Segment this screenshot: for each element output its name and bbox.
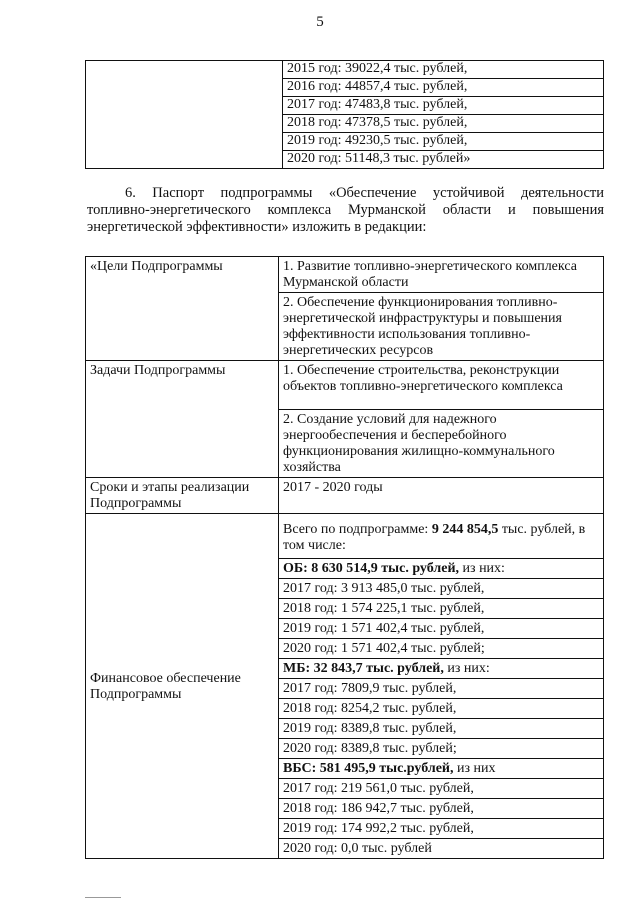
goal-2: 2. Обеспечение функционирования топливно-энергетической инфраструктуры и повышения эффективности использования топливно-энергетических ресурсов [279, 293, 604, 361]
finance-total [279, 514, 604, 559]
footer-divider [85, 897, 121, 898]
table-cell: 2020 год: 8389,8 тыс. рублей; [279, 739, 604, 759]
table-row [86, 257, 604, 293]
goals-label: «Цели Подпрограммы [86, 257, 279, 361]
ob-header-bold: ОБ: 8 630 514,9 тыс. рублей, [283, 561, 460, 576]
table-cell: 2017 год: 219 561,0 тыс. рублей, [279, 779, 604, 799]
tasks-label: Задачи Подпрограммы [86, 361, 279, 478]
table-row [86, 478, 604, 514]
table-cell: 2017 год: 3 913 485,0 тыс. рублей, [279, 579, 604, 599]
table-cell: 2016 год: 44857,4 тыс. рублей, [283, 79, 604, 97]
goal-1: 1. Развитие топливно-энергетического комплекса Мурманской области [279, 257, 604, 293]
total-suffix: тыс. рублей, в том числе: [283, 522, 586, 553]
mb-header [279, 659, 604, 679]
mb-header-tail: из них: [443, 661, 490, 676]
table-cell: 2017 год: 47483,8 тыс. рублей, [283, 97, 604, 115]
terms-label: Сроки и этапы реализации Подпрограммы [86, 478, 279, 514]
table-cell: 2019 год: 49230,5 тыс. рублей, [283, 133, 604, 151]
terms-value: 2017 - 2020 годы [279, 478, 604, 514]
table-cell: 2017 год: 7809,9 тыс. рублей, [279, 679, 604, 699]
ob-header [279, 559, 604, 579]
subprogram-passport-table [85, 256, 604, 859]
table-cell: 2015 год: 39022,4 тыс. рублей, [283, 61, 604, 79]
funding-table-continued [85, 60, 604, 169]
empty-label-cell [86, 61, 283, 169]
table-cell: 2018 год: 8254,2 тыс. рублей, [279, 699, 604, 719]
total-prefix: Всего по подпрограмме: [283, 522, 432, 537]
vbs-header-bold: ВБС: 581 495,9 тыс.рублей, [283, 761, 454, 776]
amendment-paragraph [87, 185, 604, 236]
vbs-header [279, 759, 604, 779]
finance-label: Финансовое обеспечение Подпрограммы [86, 514, 279, 859]
table-cell: 2019 год: 1 571 402,4 тыс. рублей, [279, 619, 604, 639]
table-cell: 2018 год: 186 942,7 тыс. рублей, [279, 799, 604, 819]
table-row [86, 514, 604, 559]
table-row [86, 361, 604, 410]
mb-header-bold: МБ: 32 843,7 тыс. рублей, [283, 661, 444, 676]
total-amount: 9 244 854,5 [431, 522, 499, 537]
paragraph-text: 6. Паспорт подпрограммы «Обеспечение устойчивой деятельности топливно-энергетического комплекса Мурманской области и повышения энергетической эффективности» изложить в редакции: [87, 185, 604, 235]
task-1: 1. Обеспечение строительства, реконструкции объектов топливно-энергетического комплекса [279, 361, 604, 410]
table-cell: 2018 год: 47378,5 тыс. рублей, [283, 115, 604, 133]
task-2: 2. Создание условий для надежного энергообеспечения и бесперебойного функционирования жилищно-коммунального хозяйства [279, 410, 604, 478]
table-cell: 2019 год: 174 992,2 тыс. рублей, [279, 819, 604, 839]
table-cell: 2019 год: 8389,8 тыс. рублей, [279, 719, 604, 739]
ob-header-tail: из них: [459, 561, 505, 576]
vbs-header-tail: из них [453, 761, 496, 776]
table-row [86, 61, 604, 79]
table-cell: 2020 год: 51148,3 тыс. рублей» [283, 151, 604, 169]
table-cell: 2018 год: 1 574 225,1 тыс. рублей, [279, 599, 604, 619]
page-number: 5 [316, 14, 324, 30]
table-cell: 2020 год: 0,0 тыс. рублей [279, 839, 604, 859]
table-cell: 2020 год: 1 571 402,4 тыс. рублей; [279, 639, 604, 659]
